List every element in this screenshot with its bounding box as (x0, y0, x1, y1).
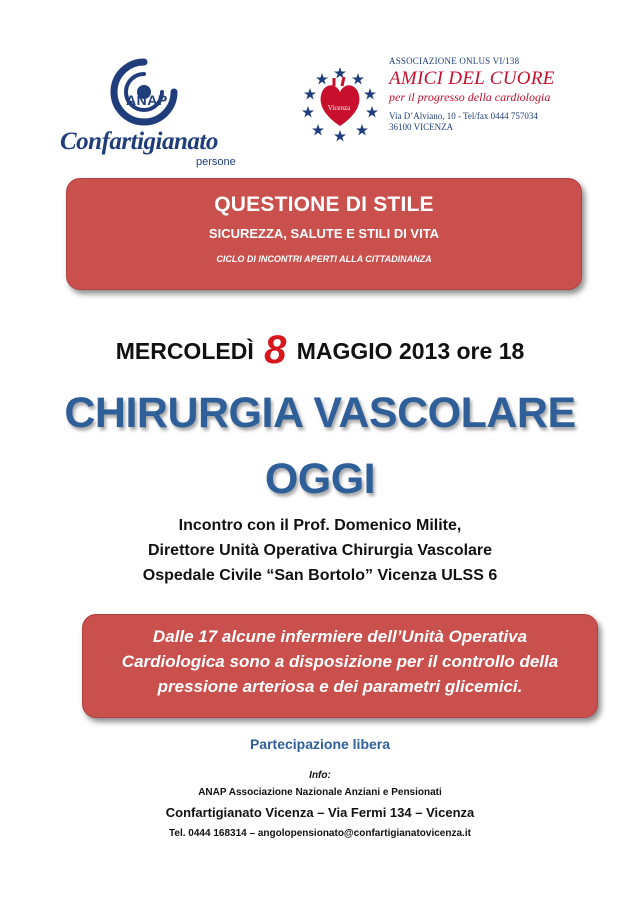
heart-stars-icon (300, 64, 380, 144)
date-rest: MAGGIO 2013 ore 18 (296, 338, 525, 364)
speaker-line3: Ospedale Civile “San Bortolo” Vicenza ULSS 6 (142, 567, 498, 584)
assoc-address (389, 111, 609, 133)
amici-del-cuore-logo (389, 56, 609, 133)
anap-confartigianato-logo (60, 52, 240, 172)
health-check-notice (82, 614, 598, 718)
notice-line1: Dalle 17 alcune infermiere dell’Unità Operativa (152, 627, 528, 646)
speaker-info (0, 513, 640, 588)
info-contacts: Tel. 0444 168314 – angolopensionato@confartigianatovicenza.it (169, 828, 471, 839)
event-date (0, 328, 640, 373)
series-title: QUESTIONE DI STILE (214, 193, 434, 216)
assoc-tagline: per il progresso della cardiologia (389, 90, 551, 104)
confartigianato-wordmark: Confartigianato (60, 128, 218, 155)
date-day: 8 (264, 328, 287, 372)
contact-info (0, 770, 640, 839)
event-title-line1: CHIRURGIA VASCOLARE (64, 389, 576, 437)
speaker-line2: Direttore Unità Operativa Chirurgia Vascolare (147, 542, 493, 559)
assoc-name: AMICI DEL CUORE (389, 68, 555, 89)
series-note: CICLO DI INCONTRI APERTI ALLA CITTADINANZA (216, 254, 432, 264)
assoc-address-line2: 36100 VICENZA (389, 122, 454, 132)
series-subtitle: SICUREZZA, SALUTE E STILI DI VITA (208, 226, 440, 241)
info-address: Confartigianato Vicenza – Via Fermi 134 – Vicenza (165, 805, 475, 820)
notice-line2: Cardiologica sono a disposizione per il controllo della (121, 652, 559, 671)
assoc-address-line1: Via D’Alviano, 10 - Tel/fax 0444 757034 (389, 111, 538, 121)
info-organization: ANAP Associazione Nazionale Anziani e Pensionati (198, 787, 442, 798)
anap-badge-text: ANAP (126, 92, 168, 108)
event-title-line2: OGGI (264, 455, 376, 503)
notice-line3: pressione arteriosa e dei parametri glicemici. (157, 677, 523, 696)
date-weekday: MERCOLEDÌ (115, 338, 254, 364)
participation-note: Partecipazione libera (249, 736, 391, 752)
series-banner (66, 178, 582, 290)
info-label: Info: (309, 770, 331, 781)
heart-label: Vicenza (327, 104, 351, 112)
assoc-registration: ASSOCIAZIONE ONLUS VI/138 (389, 56, 520, 66)
persone-label: persone (196, 156, 236, 168)
speaker-line1: Incontro con il Prof. Domenico Milite, (178, 517, 462, 534)
